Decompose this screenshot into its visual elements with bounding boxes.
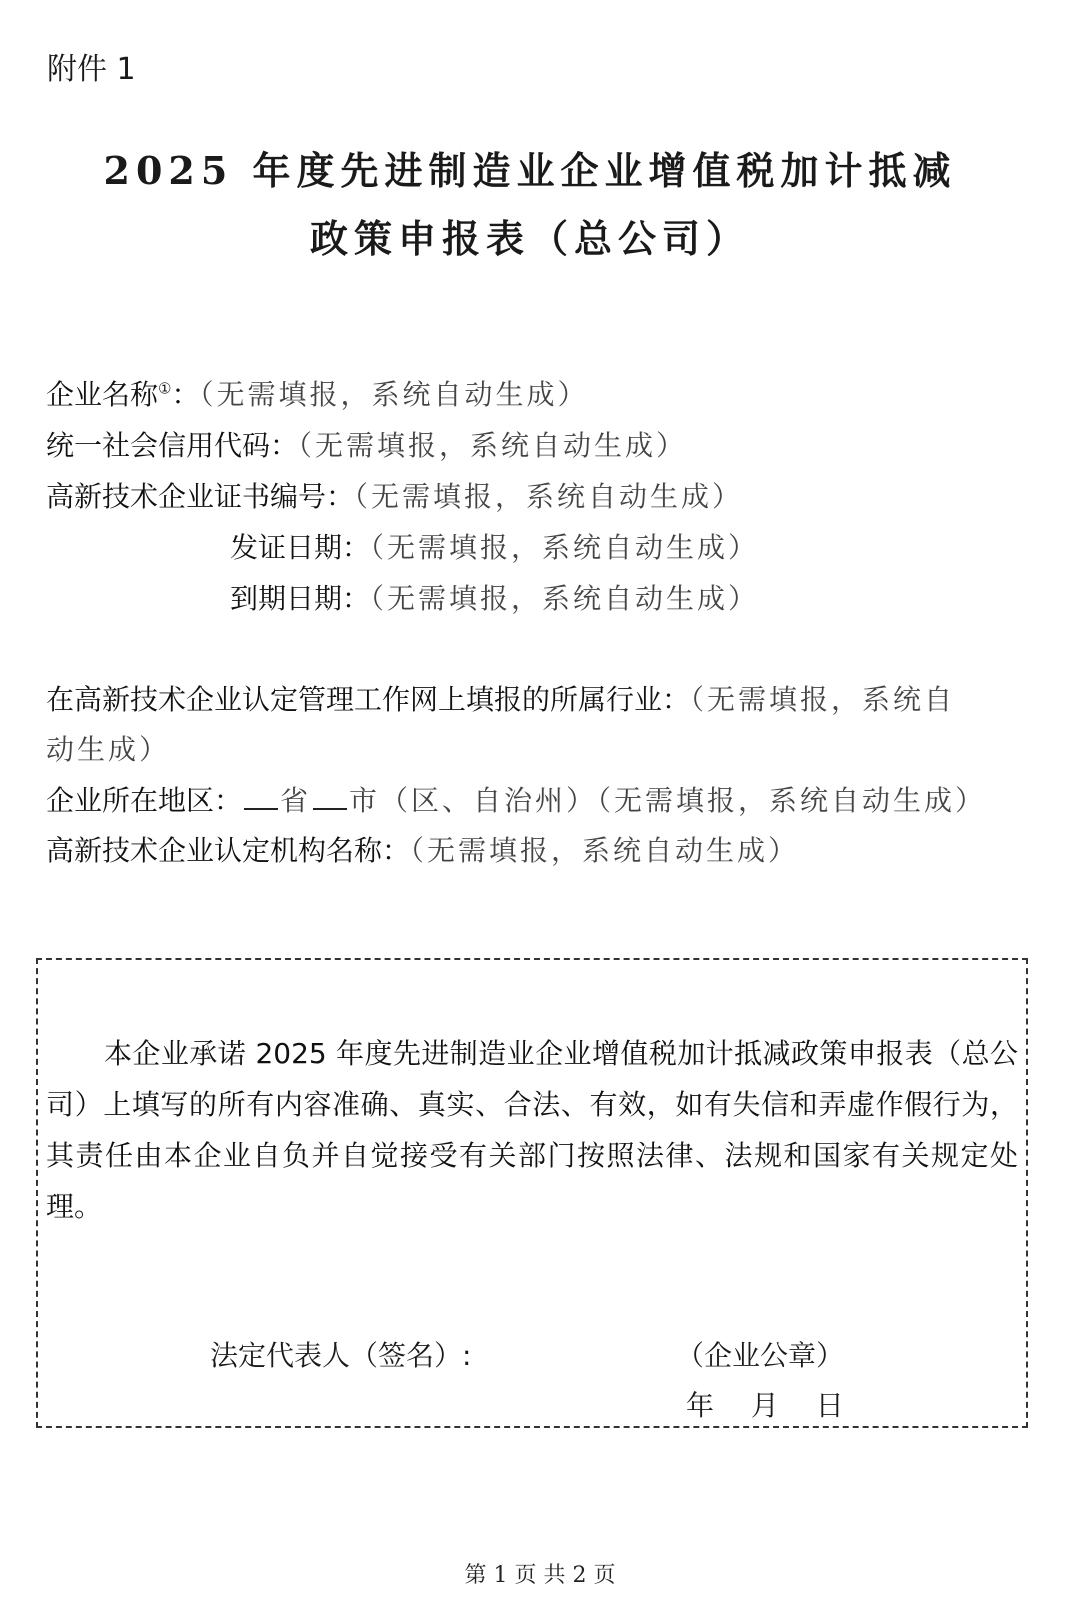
expire-date-label: 到期日期： <box>230 582 371 615</box>
cert-no-row <box>46 475 743 515</box>
company-name-colon: ： <box>171 378 200 411</box>
region-row <box>46 779 986 819</box>
region-label: 企业所在地区： <box>46 784 243 817</box>
declaration-text: 本企业承诺 2025 年度先进制造业企业增值税加计抵减政策申报表（总公司）上填写的所有内容准确、真实、合法、有效，如有失信和弄虚作假行为，其责任由本企业自负并自觉接受有关部门按照法律、法规和国家有关规定处理。 <box>46 1037 1018 1223</box>
date-label: 年 月 日 <box>686 1389 844 1422</box>
expire-date-value: （无需填报，系统自动生成） <box>370 582 760 615</box>
credit-code-value: （无需填报，系统自动生成） <box>298 429 688 462</box>
issue-date-value: （无需填报，系统自动生成） <box>370 531 760 564</box>
agency-value: （无需填报，系统自动生成） <box>410 834 800 867</box>
form-title-line2: 政策申报表（总公司） <box>309 216 750 261</box>
credit-code-row <box>46 424 687 464</box>
agency-row <box>46 829 799 869</box>
form-title-line1: 2025 年度先进制造业企业增值税加计抵减 <box>103 148 957 193</box>
agency-label: 高新技术企业认定机构名称： <box>46 834 411 867</box>
industry-row <box>46 678 955 718</box>
region-province: 省 <box>280 784 312 817</box>
cert-no-value: （无需填报，系统自动生成） <box>354 480 744 513</box>
industry-label: 在高新技术企业认定管理工作网上填报的所属行业： <box>46 683 691 716</box>
credit-code-label: 统一社会信用代码： <box>46 429 299 462</box>
attachment-label: 附件 1 <box>47 52 136 87</box>
province-blank <box>244 782 278 810</box>
region-value: （无需填报，系统自动生成） <box>597 784 987 817</box>
page-footer: 第 1 页 共 2 页 <box>464 1563 616 1588</box>
signature-label: 法定代表人（签名）: <box>210 1339 472 1372</box>
city-blank <box>313 782 347 810</box>
cert-no-label: 高新技术企业证书编号： <box>46 480 355 513</box>
company-name-label: 企业名称 <box>46 378 159 411</box>
region-city: 市（区、自治州） <box>349 784 598 817</box>
expire-date-row <box>230 577 759 617</box>
footnote-marker: ① <box>158 379 172 398</box>
industry-value-line1: （无需填报，系统自 <box>690 683 956 716</box>
industry-row-cont <box>46 728 170 768</box>
issue-date-label: 发证日期： <box>230 531 371 564</box>
seal-label: （企业公章） <box>676 1339 845 1372</box>
issue-date-row <box>230 526 759 566</box>
industry-value-line2: 动生成） <box>46 733 171 766</box>
company-name-row <box>46 373 589 413</box>
company-name-value: （无需填报，系统自动生成） <box>199 378 589 411</box>
